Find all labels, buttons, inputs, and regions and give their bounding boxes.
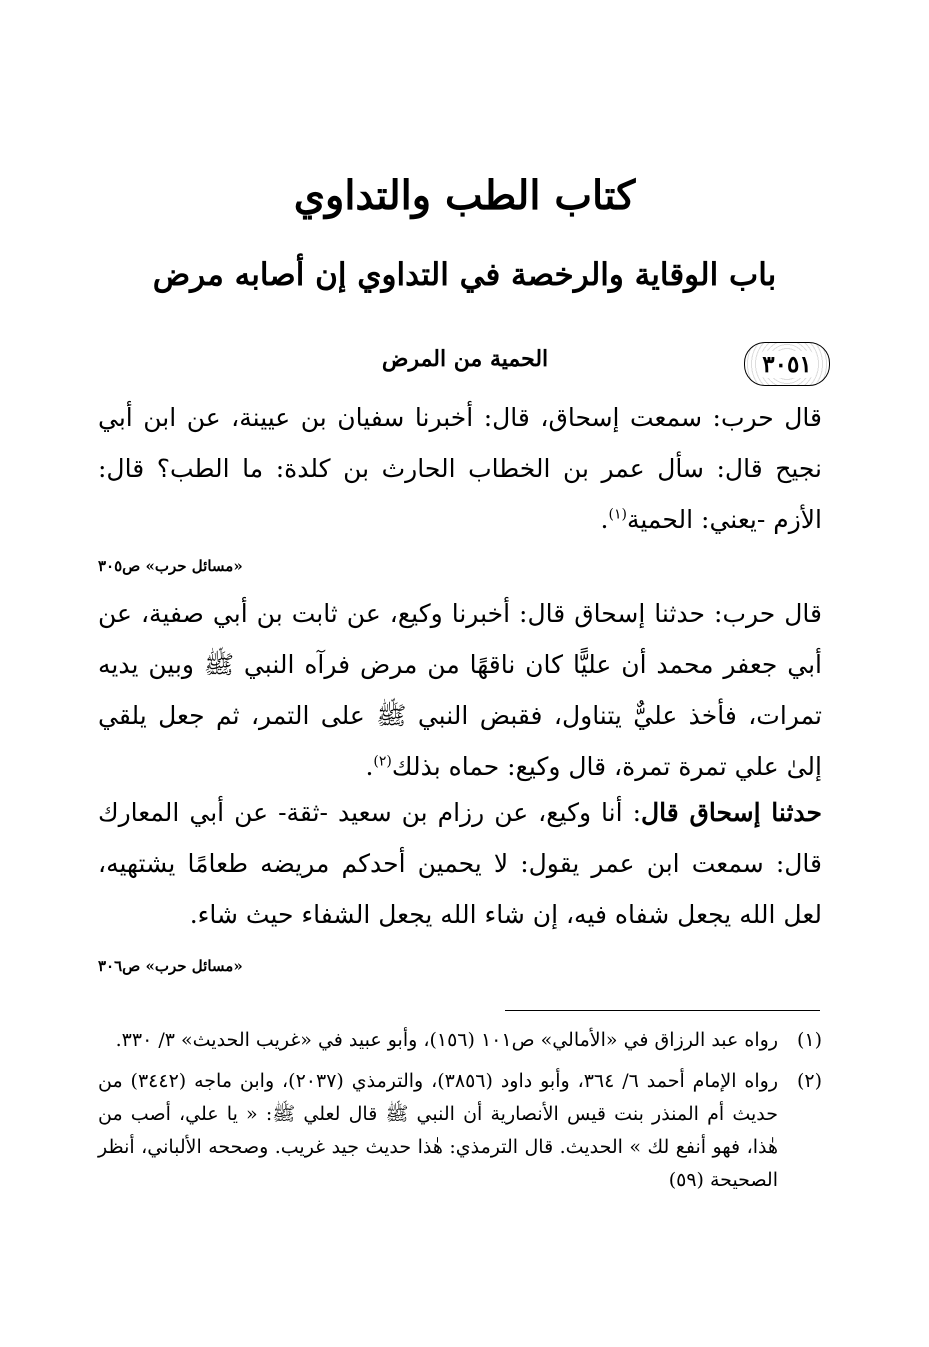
footnote-2-number: (٢) [796,1070,822,1092]
footnote-ref-2: (٢) [373,753,392,770]
hadith-header [100,340,830,388]
footnote-1-text: رواه عبد الرزاق في «الأمالي» ص١٠١ (١٥٦)، وأبو عبيد في «غريب الحديث» ٣/ ٣٣٠. [115,1029,778,1051]
paragraph-2-end: . [365,752,374,781]
paragraph-2 [98,588,822,792]
paragraph-1 [98,392,822,545]
hadith-number: ٣٠٥١ [758,351,815,378]
book-title: كتاب الطب والتداوي [293,172,636,219]
footnotes [98,1024,822,1205]
paragraph-3 [98,787,822,940]
chapter-title: باب الوقاية والرخصة في التداوي إن أصابه مرض [152,257,777,293]
footnote-2-text: رواه الإمام أحمد ٦/ ٣٦٤، وأبو داود (٣٨٥٦)، والترمذي (٢٠٣٧)، وابن ماجه (٣٤٤٢) من حديث أم المنذر بنت قيس الأنصارية أن النبي ﷺ قال لعلي ﷺ: « يا علي، أصب من هٰذا، فهو أنفع لك » الحديث. قال الترمذي: هٰذا حديث جيد غريب. وصححه الألباني، أنظر الصحيحة (٥٩) [98,1070,778,1191]
paragraph-2-text: قال حرب: حدثنا إسحاق قال: أخبرنا وكيع، عن ثابت بن أبي صفية، عن أبي جعفر محمد أن عليًّا كان ناقهًا من مرض فرآه النبي ﷺ وبين يديه تمرات، فأخذ عليٌّ يتناول، فقبض النبي ﷺ على التمر، ثم جعل يلقي إلىٰ علي تمرة تمرة، قال وكيع: حماه بذلك [98,599,822,781]
paragraph-1-text: قال حرب: سمعت إسحاق، قال: أخبرنا سفيان بن عيينة، عن ابن أبي نجيح قال: سأل عمر بن الخطاب الحارث بن كلدة: ما الطب؟ قال: الأزم -يعني: الحمية [98,403,822,534]
paragraph-3-lead: حدثنا إسحاق قال [641,798,822,827]
footnote-2 [98,1065,822,1197]
footnote-ref-1: (١) [608,506,627,523]
source-citation-1: «مسائل حرب» ص٣٠٥ [98,557,243,575]
footnote-1 [98,1024,822,1057]
hadith-heading: الحمية من المرض [381,346,549,372]
footnote-1-number: (١) [796,1029,822,1051]
paragraph-1-end: . [600,505,609,534]
footnote-divider [505,1010,820,1011]
source-citation-2: «مسائل حرب» ص٣٠٦ [98,957,243,975]
paragraph-3-text: : أنا وكيع، عن رزام بن سعيد -ثقة- عن أبي المعارك قال: سمعت ابن عمر يقول: لا يحمين أحدكم مريضه طعامًا يشتهيه، لعل الله يجعل شفاه فيه، إن شاء الله يجعل الشفاء حيث شاء. [98,798,822,929]
